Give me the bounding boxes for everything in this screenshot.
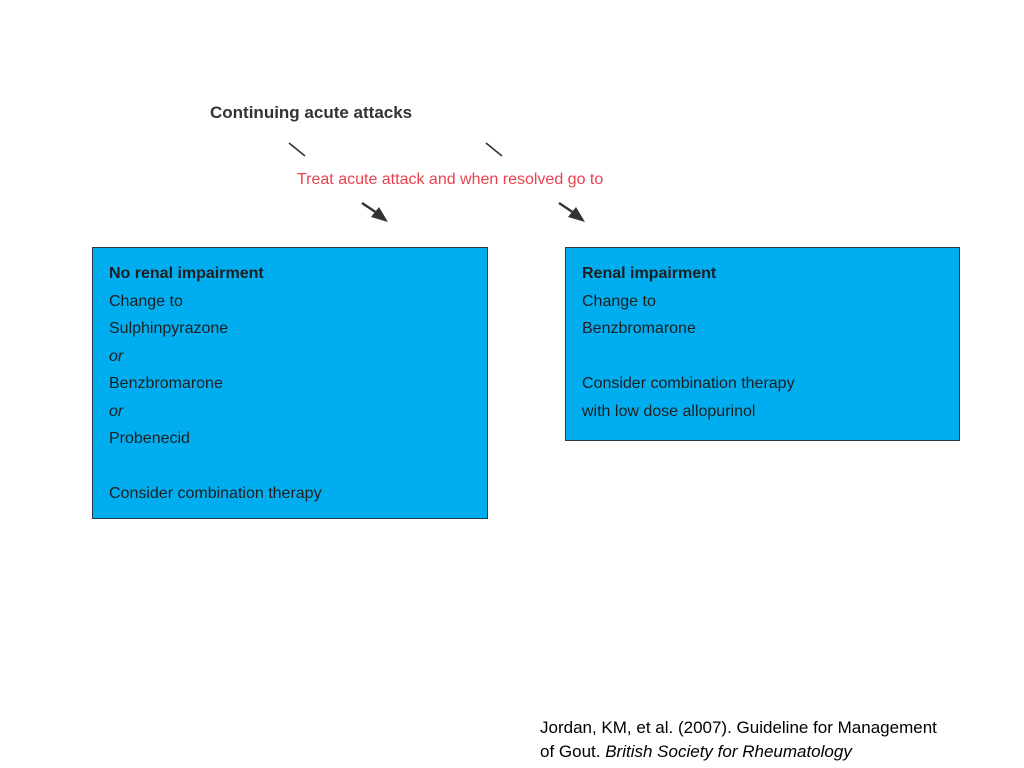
- citation-prefix: of Gout.: [540, 742, 601, 761]
- box-line-or: or: [109, 347, 124, 365]
- flowchart-heading: Continuing acute attacks: [210, 103, 413, 122]
- box-line: Benzbromarone: [582, 320, 696, 337]
- no-renal-impairment-box: [92, 247, 488, 519]
- citation-line-1: Jordan, KM, et al. (2007). Guideline for Management: [540, 718, 937, 737]
- treat-instruction: Treat acute attack and when resolved go to: [297, 171, 604, 188]
- citation-journal: British Society for Rheumatology: [605, 742, 852, 761]
- box-line-blank: [582, 343, 943, 371]
- box-line-blank: [109, 453, 471, 481]
- box-line: Benzbromarone: [109, 375, 223, 392]
- box-line: Change to: [109, 292, 183, 310]
- box-title: Renal impairment: [582, 265, 717, 282]
- citation-line-2: [540, 740, 937, 764]
- lower-left-arrow: [362, 203, 388, 222]
- box-line: Sulphinpyrazone: [109, 320, 229, 337]
- box-line: Change to: [582, 292, 656, 310]
- box-line: with low dose allopurinol: [582, 402, 756, 420]
- upper-left-connector: [289, 143, 305, 156]
- box-line: Consider combination therapy: [582, 375, 795, 392]
- box-line-or: or: [109, 402, 124, 420]
- box-line: Probenecid: [109, 430, 190, 447]
- box-line: Consider combination therapy: [109, 485, 322, 502]
- citation: [540, 716, 937, 764]
- box-title: No renal impairment: [109, 265, 264, 282]
- renal-impairment-box: [565, 247, 960, 441]
- upper-right-connector: [486, 143, 502, 156]
- lower-right-arrow: [559, 203, 585, 222]
